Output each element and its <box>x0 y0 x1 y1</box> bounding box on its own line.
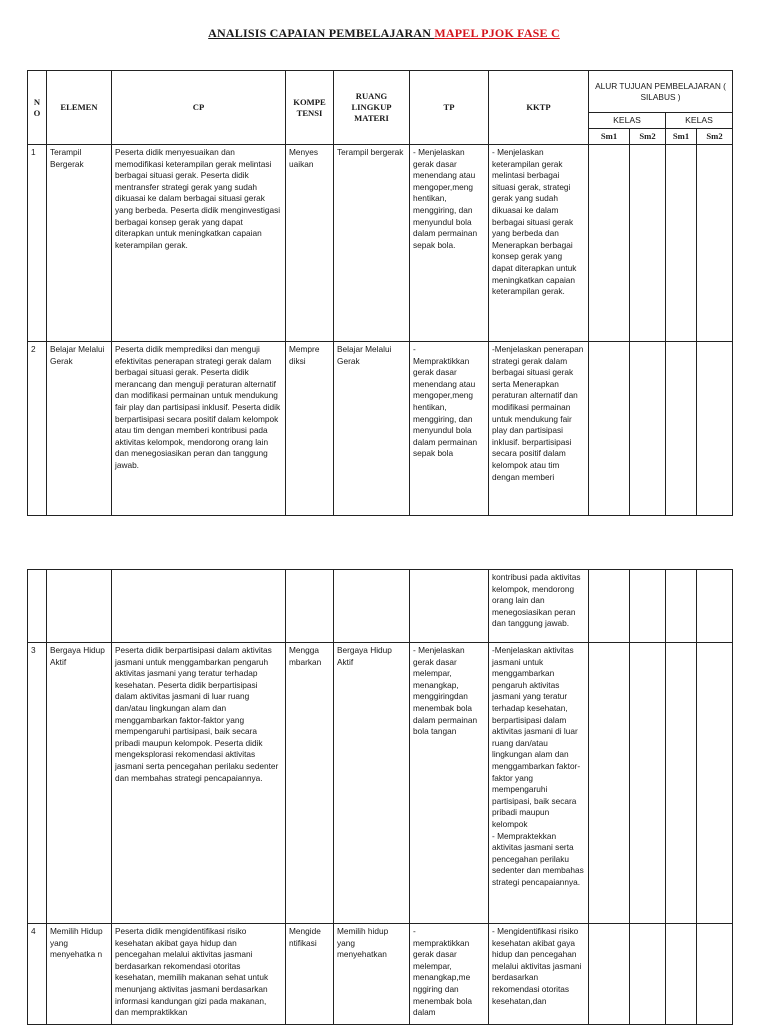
cell-kktp-continued: kontribusi pada aktivitas kelompok, mendorong orang lain dan menegosiasikan peran dan tanggung jawab. <box>489 570 589 643</box>
cell-empty <box>666 643 697 924</box>
cell-elemen: Bergaya Hidup Aktif <box>47 643 112 924</box>
cell-empty <box>666 924 697 1025</box>
cell-kktp: - Mengidentifikasi risiko kesehatan akibat gaya hidup dan pencegahan melalui aktivitas jasmani berdasarkan rekomendasi otoritas kesehatan,dan <box>489 924 589 1025</box>
cell-kktp: -Menjelaskan penerapan strategi gerak dalam berbagai situasi gerak serta Menerapkan peraturan alternatif dan modifikasi permainan untuk mendukung fair play dan partisipasi inklusif. berpartisipasi secara positif dalam kelompok atau tim dengan memberi <box>489 342 589 516</box>
cell-empty <box>589 145 630 342</box>
cell-empty <box>630 643 666 924</box>
cell-empty <box>630 924 666 1025</box>
cell-kompetensi: Mempre diksi <box>286 342 334 516</box>
cell-no: 1 <box>28 145 47 342</box>
cell-empty <box>697 643 733 924</box>
cell-empty <box>28 570 47 643</box>
header-kktp: KKTP <box>489 71 589 145</box>
cell-cp: Peserta didik berpartisipasi dalam aktivitas jasmani untuk menggambarkan pengaruh aktivitas jasmani yang teratur terhadap kesehatan. Peserta didik berpartisipasi dalam aktivitas jasmani di luar ruang dan/atau lingkungan alam dan menggambarkan faktor-faktor yang mempengaruhi partisipasi, baik secara pribadi maupun kelompok. Peserta didik mengeksplorasi rekomendasi aktivitas jasmani serta pencegahan perilaku sedenter dan membahas strategi pencapaiannya. <box>112 643 286 924</box>
cell-empty <box>630 570 666 643</box>
cell-empty <box>697 145 733 342</box>
cell-no: 3 <box>28 643 47 924</box>
cell-cp: Peserta didik memprediksi dan menguji efektivitas penerapan strategi gerak dalam berbagai situasi gerak. Peserta didik merancang dan menguji peraturan alternatif dan modifikasi permainan untuk mendukung fair play dan partisipasi inklusif. Peserta didik berpartisipasi secara positif dalam kelompok atau tim dengan memberi kontribusi pada aktivitas kelompok, mendorong orang lain dan menegosiasikan peran dan tanggung jawab. <box>112 342 286 516</box>
cell-empty <box>666 145 697 342</box>
cell-elemen: Belajar Melalui Gerak <box>47 342 112 516</box>
table-row <box>28 145 733 342</box>
cell-tp: - mempraktikkan gerak dasar melempar, menangkap,me nggiring dan menembak bola dalam <box>410 924 489 1025</box>
cell-empty <box>630 145 666 342</box>
cell-empty <box>589 342 630 516</box>
cell-elemen: Memilih Hidup yang menyehatka n <box>47 924 112 1025</box>
header-no: NO <box>28 71 47 145</box>
header-sm1-a: Sm1 <box>589 129 630 145</box>
cell-kompetensi: Menyes uaikan <box>286 145 334 342</box>
cell-empty <box>589 924 630 1025</box>
cell-tp: - Mempraktikkan gerak dasar menendang atau mengoper,meng hentikan, menggiring, dan menyundul bola dalam permainan sepak bola <box>410 342 489 516</box>
header-kompetensi: KOMPE TENSI <box>286 71 334 145</box>
cell-empty <box>112 570 286 643</box>
analysis-table-page-2 <box>27 569 733 1025</box>
header-alur: ALUR TUJUAN PEMBELAJARAN ( SILABUS ) <box>589 71 733 113</box>
table-row <box>28 643 733 924</box>
header-cp: CP <box>112 71 286 145</box>
cell-empty <box>47 570 112 643</box>
cell-empty <box>589 570 630 643</box>
header-kelas-2: KELAS <box>666 113 733 129</box>
header-elemen: ELEMEN <box>47 71 112 145</box>
cell-ruang: Memilih hidup yang menyehatkan <box>334 924 410 1025</box>
cell-kktp: -Menjelaskan aktivitas jasmani untuk menggambarkan pengaruh aktivitas jasmani yang teratur terhadap kesehatan, berpartisipasi dalam aktivitas jasmani di luar ruang dan/atau lingkungan alam dan menggambarkan faktor-faktor yang mempengaruhi partisipasi, baik secara pribadi maupun kelompok - Mempraktekkan aktivitas jasmani serta pencegahan perilaku sedenter dan membahas strategi pencapaiannya. <box>489 643 589 924</box>
cell-empty <box>697 570 733 643</box>
cell-empty <box>410 570 489 643</box>
cell-kktp: - Menjelaskan keterampilan gerak melintasi berbagai situasi gerak, strategi gerak yang sudah dikuasai ke dalam berbagai situasi gerak yang berbeda dan Menerapkan berbagai konsep gerak yang dapat diterapkan untuk meningkatkan capaian keterampilan gerak. <box>489 145 589 342</box>
title-highlight: MAPEL PJOK FASE C <box>434 26 560 40</box>
header-sm1-b: Sm1 <box>666 129 697 145</box>
cell-no: 4 <box>28 924 47 1025</box>
cell-empty <box>589 643 630 924</box>
cell-kompetensi: Mengide ntifikasi <box>286 924 334 1025</box>
cell-kompetensi: Mengga mbarkan <box>286 643 334 924</box>
cell-tp: - Menjelaskan gerak dasar melempar, menangkap, menggiringdan menembak bola dalam permainan bola tangan <box>410 643 489 924</box>
analysis-table-page-1 <box>27 70 733 516</box>
cell-ruang: Bergaya Hidup Aktif <box>334 643 410 924</box>
cell-empty <box>630 342 666 516</box>
cell-empty <box>697 342 733 516</box>
table-row-continuation <box>28 570 733 643</box>
table-row <box>28 342 733 516</box>
header-sm2-a: Sm2 <box>630 129 666 145</box>
header-tp: TP <box>410 71 489 145</box>
title-main: ANALISIS CAPAIAN PEMBELAJARAN <box>208 26 435 40</box>
cell-ruang: Terampil bergerak <box>334 145 410 342</box>
header-ruang-lingkup: RUANG LINGKUP MATERI <box>334 71 410 145</box>
cell-empty <box>666 570 697 643</box>
document-title <box>0 26 768 41</box>
cell-tp: - Menjelaskan gerak dasar menendang atau mengoper,meng hentikan, menggiring, dan menyundul bola dalam permainan sepak bola. <box>410 145 489 342</box>
cell-empty <box>286 570 334 643</box>
cell-empty <box>334 570 410 643</box>
cell-ruang: Belajar Melalui Gerak <box>334 342 410 516</box>
table-row <box>28 924 733 1025</box>
cell-cp: Peserta didik menyesuaikan dan memodifikasi keterampilan gerak melintasi berbagai situasi gerak. Peserta didik mentransfer strategi gerak yang sudah dikuasai ke dalam berbagai situasi gerak yang berbeda. Peserta didik menginvestigasi berbagai konsep gerak yang dapat diterapkan untuk meningkatkan capaian keterampilan gerak. <box>112 145 286 342</box>
cell-empty <box>666 342 697 516</box>
cell-elemen: Terampil Bergerak <box>47 145 112 342</box>
cell-cp: Peserta didik mengidentifikasi risiko kesehatan akibat gaya hidup dan pencegahan melalui aktivitas jasmani berdasarkan rekomendasi otoritas kesehatan, memilih makanan sehat untuk menunjang aktivitas jasmani berdasarkan informasi kandungan gizi pada makanan, dan mempraktikkan <box>112 924 286 1025</box>
cell-empty <box>697 924 733 1025</box>
header-sm2-b: Sm2 <box>697 129 733 145</box>
header-kelas-1: KELAS <box>589 113 666 129</box>
cell-no: 2 <box>28 342 47 516</box>
